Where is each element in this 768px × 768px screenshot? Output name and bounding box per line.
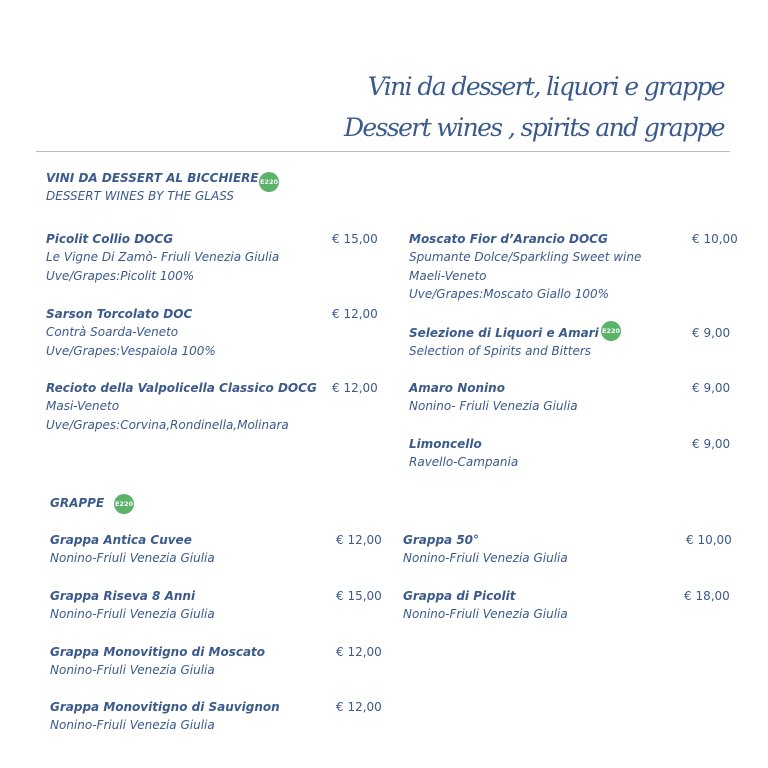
item-price: € 12,00 bbox=[332, 381, 378, 395]
item-name: Grappa Monovitigno di Moscato bbox=[50, 645, 266, 659]
item-price: € 18,00 bbox=[684, 589, 730, 603]
menu-item bbox=[50, 698, 382, 735]
item-producer: Nonino-Friuli Venezia Giulia bbox=[50, 607, 215, 621]
item-price: € 12,00 bbox=[336, 645, 382, 659]
item-price: € 15,00 bbox=[332, 232, 378, 246]
item-producer: Masi-Veneto bbox=[46, 399, 120, 413]
e220-badge-icon: E220 bbox=[114, 494, 134, 514]
item-producer: Nonino-Friuli Venezia Giulia bbox=[403, 607, 568, 621]
menu-item bbox=[50, 531, 382, 568]
item-producer: Nonino-Friuli Venezia Giulia bbox=[50, 663, 215, 677]
item-grapes: Uve/Grapes:Corvina,Rondinella,Molinara bbox=[46, 417, 289, 432]
item-price: € 12,00 bbox=[332, 307, 378, 321]
menu-item bbox=[46, 379, 378, 434]
item-producer: Nonino-Friuli Venezia Giulia bbox=[50, 551, 215, 565]
item-price: € 9,00 bbox=[692, 437, 731, 451]
section-subtitle-liquori: Selection of Spirits and Bitters bbox=[409, 344, 592, 358]
item-name: Picolit Collio DOCG bbox=[46, 232, 174, 246]
page-title-english: Dessert wines , spirits and grappe bbox=[343, 113, 724, 142]
item-grapes: Uve/Grapes:Picolit 100% bbox=[46, 268, 195, 283]
item-name: Amaro Nonino bbox=[409, 381, 505, 395]
item-price: € 12,00 bbox=[336, 533, 382, 547]
header-divider bbox=[36, 151, 730, 152]
item-producer: Nonino- Friuli Venezia Giulia bbox=[409, 399, 578, 413]
item-name: Grappa 50° bbox=[403, 533, 480, 547]
item-producer: Le Vigne Di Zamò- Friuli Venezia Giulia bbox=[46, 250, 280, 264]
item-name: Limoncello bbox=[409, 437, 482, 451]
item-name: Recioto della Valpolicella Classico DOCG bbox=[46, 381, 317, 395]
item-description: Spumante Dolce/Sparkling Sweet wine bbox=[409, 250, 642, 264]
item-grapes: Uve/Grapes:Moscato Giallo 100% bbox=[409, 287, 610, 301]
menu-item bbox=[46, 230, 378, 285]
item-producer: Nonino-Friuli Venezia Giulia bbox=[403, 551, 568, 565]
item-name: Grappa di Picolit bbox=[403, 589, 516, 603]
item-producer: Contrà Soarda-Veneto bbox=[46, 325, 179, 339]
menu-item bbox=[409, 379, 731, 416]
menu-item bbox=[50, 587, 382, 624]
item-name: Grappa Monovitigno di Sauvignon bbox=[50, 700, 280, 714]
item-grapes: Uve/Grapes:Vespaiola 100% bbox=[46, 343, 216, 358]
section-subtitle-dessert-wines: DESSERT WINES BY THE GLASS bbox=[46, 189, 235, 203]
item-price: € 9,00 bbox=[692, 326, 731, 340]
e220-badge-icon: E220 bbox=[601, 321, 621, 341]
menu-item bbox=[409, 230, 738, 304]
item-producer: Ravello-Campania bbox=[409, 455, 519, 469]
item-price: € 10,00 bbox=[692, 232, 738, 246]
section-title-liquori: Selezione di Liquori e Amari bbox=[409, 326, 599, 340]
item-price: € 15,00 bbox=[336, 589, 382, 603]
item-price: € 9,00 bbox=[692, 381, 731, 395]
menu-item bbox=[409, 435, 731, 472]
item-name: Sarson Torcolato DOC bbox=[46, 307, 193, 321]
menu-item bbox=[46, 305, 378, 360]
menu-item bbox=[403, 587, 730, 624]
item-name: Grappa Antica Cuvee bbox=[50, 533, 192, 547]
section-title-grappe: GRAPPE bbox=[50, 496, 105, 510]
item-name: Moscato Fior d’Arancio DOCG bbox=[409, 232, 608, 246]
item-price: € 10,00 bbox=[686, 533, 732, 547]
item-price: € 12,00 bbox=[336, 700, 382, 714]
item-name: Grappa Riseva 8 Anni bbox=[50, 589, 196, 603]
item-producer: Nonino-Friuli Venezia Giulia bbox=[50, 718, 215, 732]
item-producer: Maeli-Veneto bbox=[409, 268, 487, 283]
menu-item bbox=[50, 643, 382, 680]
menu-item bbox=[403, 531, 732, 568]
section-liquori bbox=[409, 324, 731, 361]
e220-badge-icon: E220 bbox=[259, 172, 279, 192]
page-title-italian: Vini da dessert, liquori e grappe bbox=[367, 72, 724, 101]
section-title-dessert-wines: VINI DA DESSERT AL BICCHIERE bbox=[46, 171, 259, 185]
